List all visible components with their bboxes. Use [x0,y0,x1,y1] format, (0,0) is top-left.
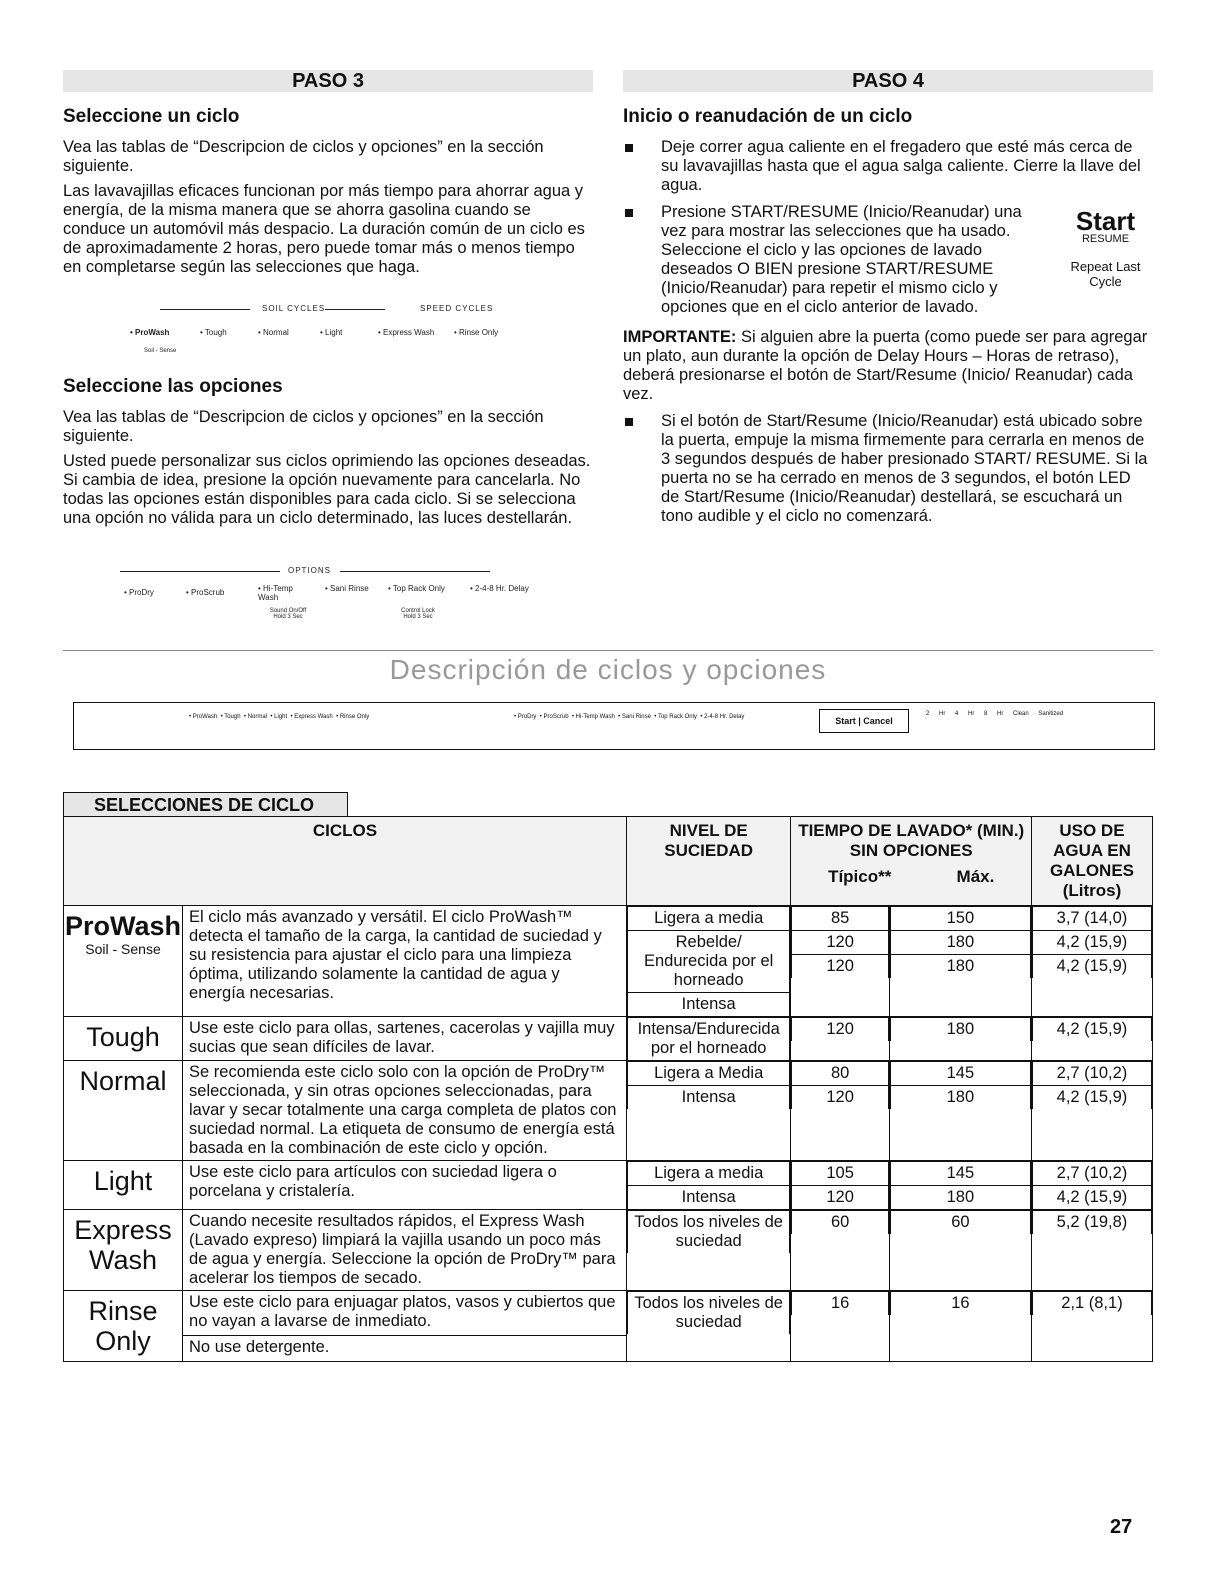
paso4-bullet-1: Deje correr agua caliente en el fregadero que esté más cerca de su lavavajillas hasta que el agua salga caliente. Cierre la llave del agua. [623,138,1153,195]
cycle-note: No use detergente. [183,1335,626,1359]
col-nivel: NIVEL DE SUCIEDAD [626,817,791,906]
cell-value: 4,2 (15,9) [1032,931,1151,955]
status-indicators: 2 Hr 4 Hr 8 Hr Clean Sanitized [926,711,1064,717]
paso3-header: PASO 3 [63,70,593,92]
cycle-name-cell [64,1161,183,1210]
soil-level-cell [626,1061,791,1161]
full-panel-options: • ProDry • ProScrub • Hi-Temp Wash • Sani Rinse • Top Rack Only • 2-4-8 Hr. Delay [514,714,745,720]
cancel-label: Cancel [863,716,893,726]
cell-value: 85 [792,907,888,931]
normal-button[interactable]: • Normal [258,328,289,337]
cycle-description: Use este ciclo para enjuagar platos, vasos y cubiertos que no vayan a lavarse de inmediato. No use detergente. [183,1291,627,1362]
section-divider [63,650,1153,651]
max-time-cell [889,1061,1031,1161]
cycle-name-cell [64,906,183,1017]
section-title: Descripción de ciclos y opciones [389,654,827,685]
cell-value: 4,2 (15,9) [1032,1086,1151,1110]
proscrub-button[interactable]: • ProScrub [186,588,225,597]
cycle-table [63,816,1153,1362]
cycle-description: El ciclo más avanzado y versátil. El ciclo ProWash™ detecta el tamaño de la carga, la cantidad de suciedad y su resistencia para ajustar el ciclo para una limpieza óptima, utilizando solamente la cantidad de agua y energía necesarias. [183,906,627,1017]
cell-value: 5,2 (19,8) [1032,1211,1151,1235]
cycle-name: Tough [86,1022,160,1052]
typical-time-cell [791,906,889,1017]
cycle-description: Cuando necesite resultados rápidos, el Express Wash (Lavado expreso) limpiará la vajilla usando un poco más de agua y energía. Seleccione la opción de ProDry™ para acelerar los tiempos de secado. [183,1210,627,1291]
speed-cycles-label: SPEED CYCLES [420,304,494,313]
cell-value: Todos los niveles de suciedad [627,1211,790,1254]
cell-value: 2,7 (10,2) [1032,1062,1151,1086]
express-wash-button[interactable]: • Express Wash [378,328,435,337]
cell-value: 4,2 (15,9) [1032,1018,1151,1042]
cell-value: 120 [792,1086,888,1110]
cycle-description: Se recomienda este ciclo solo con la opción de ProDry™ seleccionada, y sin otras opciones seleccionadas, para lavar y secar totalmente una carga completa de platos con suciedad normal. La etiqueta de consumo de energía está basada en la combinación de este ciclo y opción. [183,1061,627,1161]
resume-label: RESUME [1081,233,1130,245]
table-row [64,1210,1153,1291]
water-use-cell [1031,1061,1152,1161]
col-tipico: Típico** [828,867,892,886]
cycle-description: Use este ciclo para artículos con suciedad ligera o porcelana y cristalería. [183,1161,627,1210]
max-time-cell [889,1291,1031,1362]
cycle-description: Use este ciclo para ollas, sartenes, cacerolas y vajilla muy sucias que sean difíciles de lavar. [183,1017,627,1061]
paso4-header: PASO 4 [623,70,1153,92]
cycle-name-cell [64,1210,183,1291]
cell-value: 150 [890,907,1030,931]
max-time-cell [889,1210,1031,1291]
cycle-name-cell [64,1017,183,1061]
typical-time-cell [791,1017,889,1061]
table-tab: SELECCIONES DE CICLO [63,792,348,816]
cycle-panel [120,304,540,364]
table-row [64,1291,1153,1362]
paso3-p1: Vea las tablas de “Descripcion de ciclos y opciones” en la sección siguiente. [63,138,544,175]
control-lock-note: Control Lock Hold 3 Sec [401,608,435,620]
col-tiempo: TIEMPO DE LAVADO* (MIN.) SIN OPCIONES Típico** Máx. [791,817,1031,906]
cell-value: 80 [792,1062,888,1086]
cell-value: 180 [890,1018,1030,1042]
col-max: Máx. [956,867,995,886]
cell-value: Intensa [627,993,790,1017]
cell-value: 180 [890,1186,1030,1210]
max-time-cell [889,1017,1031,1061]
table-row [64,1017,1153,1061]
cell-value: Ligera a media [627,1162,790,1186]
cell-value: Intensa [627,1086,790,1110]
cell-value: 16 [792,1292,888,1316]
cycle-name: Express Wash [74,1215,172,1275]
table-row [64,1061,1153,1161]
paso4-bullet-2: Presione START/RESUME (Inicio/Reanudar) una vez para mostrar las selecciones que ha usado. Seleccione el ciclo y las opciones de lavado deseados O BIEN presione START/RESUME (Inicio/Reanudar) para repetir el mismo ciclo y opciones que en el ciclo anterior de lavado. [623,203,1153,317]
cell-value: 120 [792,1018,888,1042]
delay-button[interactable]: • 2-4-8 Hr. Delay [470,584,529,593]
full-panel-cycles: • ProWash • Tough • Normal • Light • Express Wash • Rinse Only [189,714,370,720]
options-panel [120,566,550,626]
paso3-p2: Las lavavajillas eficaces funcionan por más tiempo para ahorrar agua y energía, de la misma manera que se ahorra gasolina cuando se conduce un automóvil más despacio. La duración común de un ciclo es de aproximadamente 2 horas, pero puede tomar más o menos tiempo en completarse según las selecciones que haga. [63,182,585,276]
typical-time-cell [791,1291,889,1362]
cell-value: 4,2 (15,9) [1032,955,1151,979]
cell-value: Ligera a media [627,907,790,931]
water-use-cell [1031,1210,1152,1291]
water-use-cell [1031,1161,1152,1210]
cell-value: Intensa [627,1186,790,1210]
top-rack-only-button[interactable]: • Top Rack Only [388,584,445,593]
soil-level-cell [626,1210,791,1291]
cell-value: 105 [792,1162,888,1186]
cycle-subname: Soil - Sense [85,941,161,957]
cell-value: 180 [890,1086,1030,1110]
cell-value: 145 [890,1162,1030,1186]
cycle-name: ProWash [65,911,182,941]
max-time-cell [889,1161,1031,1210]
tough-button[interactable]: • Tough [200,328,227,337]
paso4-bullet-3: Si el botón de Start/Resume (Inicio/Reanudar) está ubicado sobre la puerta, empuje la misma firmemente para cerrarla en menos de 3 segundos después de haber presionado START/ RESUME. Si la puerta no se ha cerrado en menos de 3 segundos, el botón LED de Start/Resume (Inicio/Reanudar) destellará, se escuchará un tono audible y el ciclo no comenzará. [623,412,1153,526]
sani-rinse-button[interactable]: • Sani Rinse [325,584,369,593]
water-use-cell [1031,906,1152,1017]
paso4-heading: Inicio o reanudación de un ciclo [623,106,913,127]
cycle-name: Normal [79,1066,167,1096]
cell-value: 60 [890,1211,1030,1235]
soil-level-cell [626,1161,791,1210]
cell-value: 180 [890,955,1030,979]
paso3-p3: Vea las tablas de “Descripcion de ciclos y opciones” en la sección siguiente. [63,408,544,445]
sound-note: Sound On/Off Hold 3 Sec [269,608,307,620]
col-ciclos: CICLOS [64,817,627,906]
soil-level-cell [626,1017,791,1061]
paso3-heading-options: Seleccione las opciones [63,376,283,397]
max-time-cell [889,906,1031,1017]
water-use-cell [1031,1291,1152,1362]
page-number: 27 [1110,1516,1133,1538]
cell-value: 4,2 (15,9) [1032,1186,1151,1210]
cell-value: Rebelde/ Endurecida por el horneado [627,931,790,993]
cell-value: 16 [890,1292,1030,1316]
cycle-name: Light [93,1166,153,1196]
soil-sense-label: Soil - Sense [144,348,177,354]
cell-value: Ligera a Media [627,1062,790,1086]
options-label: OPTIONS [288,566,332,575]
cell-value: 3,7 (14,0) [1032,907,1151,931]
light-button[interactable]: • Light [320,328,343,337]
cycle-name: Rinse Only [88,1296,158,1356]
importante-paragraph: IMPORTANTE: Si alguien abre la puerta (como puede ser para agregar un plato, aun durante la opción de Delay Hours – Horas de retraso), deberá presionarse el botón de Start/Resume (Inicio/ Reanudar) cada vez. [623,328,1148,403]
start-label: Start [1075,206,1136,236]
cycle-name-cell [64,1061,183,1161]
start-resume-graphic [1058,206,1153,289]
table-row [64,1161,1153,1210]
paso3-p4: Usted puede personalizar sus ciclos oprimiendo las opciones deseadas. Si cambia de idea, presione la opción nuevamente para cancelarla. No todas las opciones están disponibles para cada ciclo. Si se selecciona una opción no válida para un ciclo determinado, las luces destellarán. [63,452,591,527]
typical-time-cell [791,1161,889,1210]
full-control-panel [73,702,1155,750]
cell-value: 2,1 (8,1) [1032,1292,1151,1316]
hi-temp-wash-button[interactable]: • Hi-Temp Wash [258,584,293,602]
col-agua: USO DE AGUA EN GALONES (Litros) [1031,817,1152,906]
importante-label: IMPORTANTE: [623,328,737,346]
table-row [64,906,1153,1017]
typical-time-cell [791,1061,889,1161]
cell-value: 180 [890,931,1030,955]
cycle-name-cell [64,1291,183,1362]
cell-value: 120 [792,955,888,979]
typical-time-cell [791,1210,889,1291]
repeat-last-cycle-label: Repeat Last Cycle [1070,259,1141,289]
full-panel-start-cancel[interactable]: Start | Cancel [819,709,909,733]
prodry-button[interactable]: • ProDry [124,588,154,597]
cell-value: 60 [792,1211,888,1235]
paso4-list-bottom [623,412,1153,534]
cell-value: 120 [792,1186,888,1210]
paso3-heading-cycle: Seleccione un ciclo [63,106,240,127]
soil-level-cell [626,1291,791,1362]
prowash-button[interactable]: • ProWash [130,328,170,337]
cell-value: Intensa/Endurecida por el horneado [627,1018,790,1061]
cell-value: 145 [890,1062,1030,1086]
cell-value: Todos los niveles de suciedad [627,1292,790,1335]
water-use-cell [1031,1017,1152,1061]
soil-level-cell [626,906,791,1017]
cell-value: 2,7 (10,2) [1032,1162,1151,1186]
soil-cycles-label: SOIL CYCLES [262,304,326,313]
cell-value: 120 [792,931,888,955]
rinse-only-button[interactable]: • Rinse Only [454,328,499,337]
